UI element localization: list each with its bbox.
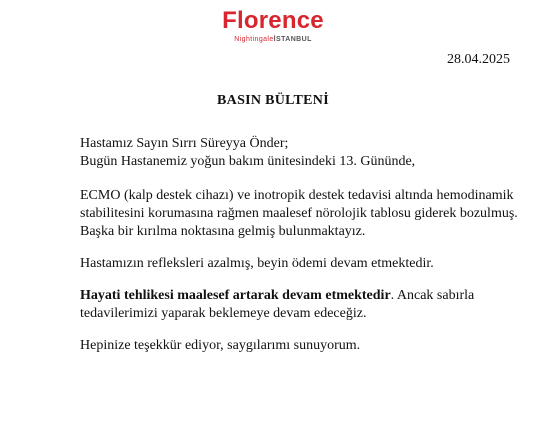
- closing-line: Hepinize teşekkür ediyor, saygılarımı sunuyorum.: [80, 338, 361, 353]
- document-date: 28.04.2025: [447, 52, 510, 67]
- logo-subtitle: [0, 35, 546, 44]
- paragraph-1-line-2: stabilitesini korumasına rağmen maalesef nörolojik tablosu giderek bozulmuş.: [80, 206, 518, 221]
- logo-wordmark: Florence: [222, 7, 324, 34]
- paragraph-3-emphasis: Hayati tehlikesi maalesef artarak devam etmektedir: [80, 288, 391, 303]
- document-title: BASIN BÜLTENİ: [217, 93, 329, 108]
- greeting-line-2: Bugün Hastanemiz yoğun bakım ünitesindeki 13. Gününde,: [80, 154, 416, 169]
- paragraph-1-line-1: ECMO (kalp destek cihazı) ve inotropik destek tedavisi altında hemodinamik: [80, 188, 514, 203]
- logo-sub-brand: Nightingale: [234, 36, 274, 43]
- greeting-line-1: Hastamız Sayın Sırrı Süreyya Önder;: [80, 136, 289, 151]
- logo-sub-city: İSTANBUL: [273, 36, 312, 43]
- paragraph-3-continuation: . Ancak sabırla: [390, 288, 475, 303]
- paragraph-3-line-2: tedavilerimizi yaparak beklemeye devam edeceğiz.: [80, 306, 367, 321]
- hospital-logo: [0, 8, 546, 44]
- paragraph-1-line-3: Başka bir kırılma noktasına gelmiş bulunmaktayız.: [80, 224, 366, 239]
- document-body: [80, 135, 520, 355]
- paragraph-2: Hastamızın refleksleri azalmış, beyin ödemi devam etmektedir.: [80, 256, 434, 271]
- paragraph-3-line-1: [80, 287, 520, 305]
